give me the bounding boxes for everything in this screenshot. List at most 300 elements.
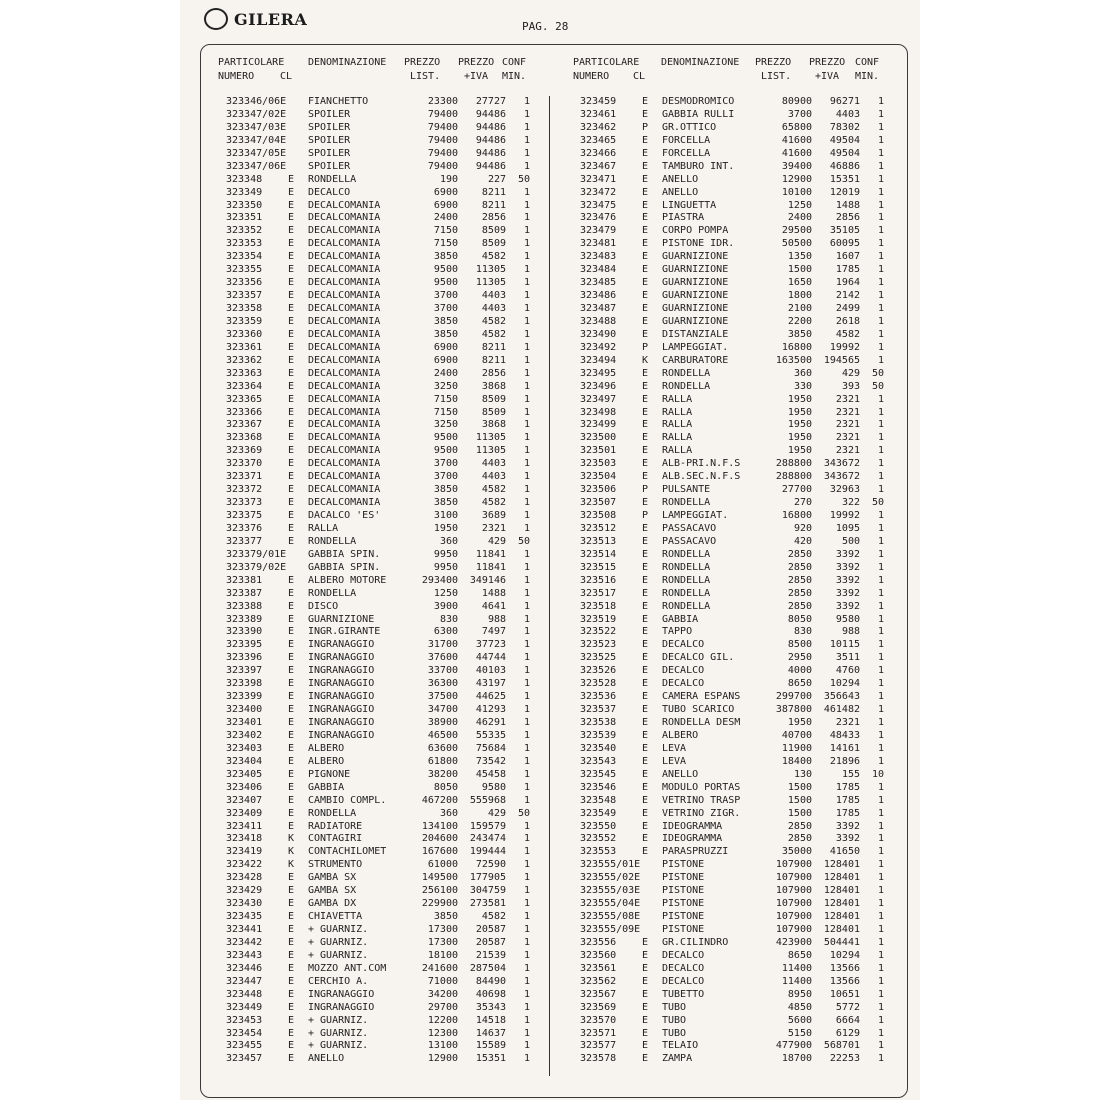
part-row (226, 212, 530, 225)
list-price: 36300 (427, 678, 458, 690)
list-price: 29500 (781, 225, 812, 237)
part-row (580, 458, 884, 471)
part-description: DECALCO (308, 186, 351, 198)
part-description: RADIATORE (308, 820, 363, 832)
price-with-vat: 11841 (475, 561, 506, 573)
part-number: 323552 (580, 833, 617, 845)
part-class: E (642, 794, 649, 806)
part-row (580, 885, 884, 898)
header-prezzo-list: PREZZO (755, 57, 792, 68)
part-class: E (288, 962, 295, 974)
part-number: 323501 (580, 445, 617, 457)
min-quantity: 1 (877, 432, 884, 444)
header-list: LIST. (761, 71, 792, 82)
price-with-vat: 14637 (475, 1027, 506, 1039)
part-description: SPOILER (308, 160, 351, 172)
part-number: 323361 (226, 341, 263, 353)
part-number: 323577 (580, 1040, 617, 1052)
list-price: 8050 (433, 781, 458, 793)
list-price: 37500 (427, 691, 458, 703)
list-price: 3700 (433, 458, 458, 470)
part-class: E (288, 717, 295, 728)
header-iva: +IVA (464, 71, 489, 82)
part-number: 323448 (226, 988, 263, 1000)
part-number: 323504 (580, 471, 617, 483)
min-quantity: 1 (523, 1027, 530, 1039)
part-number: 323495 (580, 367, 617, 379)
part-row (580, 846, 884, 859)
part-row (226, 614, 530, 627)
list-price: 40700 (781, 729, 812, 741)
list-price: 9950 (433, 548, 458, 560)
part-description: TAPPO (662, 626, 693, 638)
part-description: GUARNIZIONE (662, 303, 729, 314)
price-with-vat: 9580 (481, 781, 506, 793)
min-quantity: 1 (877, 678, 884, 690)
list-price: 3850 (433, 484, 458, 496)
part-description: DECALCOMANIA (308, 406, 381, 418)
list-price: 10100 (781, 186, 812, 198)
price-with-vat: 6664 (835, 1014, 860, 1026)
part-description: PISTONE (662, 911, 705, 923)
price-with-vat: 4403 (481, 303, 506, 314)
part-number: 323367 (226, 419, 263, 431)
part-class: E (288, 393, 295, 405)
part-number: 323472 (580, 186, 617, 198)
part-description: GUARNIZIONE (662, 251, 729, 263)
part-row (580, 833, 884, 846)
part-class: E (642, 290, 649, 302)
part-number: 323519 (580, 613, 617, 625)
part-row (226, 821, 530, 834)
min-quantity: 1 (523, 380, 530, 392)
list-price: 1250 (433, 587, 458, 599)
header-cl: CL (280, 71, 293, 82)
price-with-vat: 10294 (829, 678, 860, 690)
list-price: 35000 (781, 846, 812, 858)
min-quantity: 1 (523, 665, 530, 677)
part-description: DECALCOMANIA (308, 380, 381, 392)
right-parts-list (580, 96, 884, 1066)
part-number: 323471 (580, 173, 617, 185)
list-price: 3250 (433, 380, 458, 392)
list-price: 1350 (787, 251, 812, 263)
part-class: E (642, 704, 649, 716)
list-price: 107900 (775, 898, 812, 910)
part-row (226, 368, 530, 381)
part-number: 323571 (580, 1027, 617, 1039)
price-with-vat: 5772 (835, 1001, 860, 1013)
part-number: 323549 (580, 807, 617, 819)
part-description: DECALCOMANIA (308, 419, 381, 431)
price-with-vat: 8509 (481, 393, 506, 405)
part-row (580, 251, 884, 264)
part-row (226, 950, 530, 963)
part-class: E (288, 264, 295, 276)
part-class: E (642, 251, 649, 263)
part-row (226, 135, 530, 148)
price-with-vat: 55335 (475, 729, 506, 741)
price-with-vat: 11841 (475, 548, 506, 560)
min-quantity: 1 (523, 1014, 530, 1026)
part-row (226, 316, 530, 329)
min-quantity: 1 (877, 665, 884, 677)
part-row (226, 963, 530, 976)
list-price: 9500 (433, 432, 458, 444)
part-description: GUARNIZIONE (308, 613, 375, 625)
part-description: DECALCOMANIA (308, 432, 381, 444)
part-row (226, 471, 530, 484)
min-quantity: 1 (523, 445, 530, 457)
part-number: 323357 (226, 290, 263, 302)
part-description: LAMPEGGIAT. (662, 341, 729, 353)
list-price: 299700 (775, 691, 812, 703)
min-quantity: 1 (877, 1001, 884, 1013)
price-with-vat: 3689 (481, 510, 506, 521)
part-class: K (288, 859, 295, 871)
part-class: E (642, 199, 649, 211)
part-description: + GUARNIZ. (308, 1027, 369, 1039)
part-row (226, 1002, 530, 1015)
part-description: + GUARNIZ. (308, 1040, 369, 1052)
part-description: GAMBA SX (308, 872, 357, 884)
part-number: 323528 (580, 678, 617, 690)
part-row (580, 1040, 884, 1053)
min-quantity: 1 (523, 613, 530, 625)
min-quantity: 1 (877, 471, 884, 483)
part-row (226, 290, 530, 303)
list-price: 11400 (781, 975, 812, 987)
price-with-vat: 7497 (481, 626, 506, 638)
part-number: 323538 (580, 717, 617, 728)
part-description: VETRINO TRASP (662, 794, 741, 806)
part-row (580, 575, 884, 588)
list-price: 360 (439, 535, 458, 547)
min-quantity: 1 (523, 264, 530, 276)
part-number: 323358 (226, 303, 263, 314)
part-row (580, 238, 884, 251)
part-row (580, 704, 884, 717)
price-with-vat: 40698 (475, 988, 506, 1000)
price-with-vat: 94486 (475, 134, 506, 146)
part-row (226, 989, 530, 1002)
min-quantity: 1 (877, 160, 884, 172)
min-quantity: 1 (523, 768, 530, 780)
part-description: CARBURATORE (662, 354, 729, 366)
list-price: 16800 (781, 510, 812, 521)
part-row (580, 510, 884, 523)
list-price: 2850 (787, 833, 812, 845)
part-class: E (642, 846, 649, 858)
min-quantity: 10 (871, 768, 884, 780)
part-class: E (642, 522, 649, 534)
part-class: E (642, 96, 649, 107)
part-row (580, 717, 884, 730)
min-quantity: 1 (877, 898, 884, 910)
part-description: ANELLO (662, 186, 699, 198)
price-with-vat: 159579 (469, 820, 506, 832)
part-description: RALLA (662, 445, 693, 457)
header-denominazione: DENOMINAZIONE (308, 57, 387, 68)
part-row (580, 950, 884, 963)
part-class: E (642, 328, 649, 340)
part-row (226, 665, 530, 678)
part-class: E (642, 613, 649, 625)
price-with-vat: 45458 (475, 768, 506, 780)
list-price: 830 (793, 626, 812, 638)
part-class: E (288, 652, 295, 664)
part-description: PARASPRUZZI (662, 846, 729, 858)
price-with-vat: 1785 (835, 807, 860, 819)
list-price: 149500 (421, 872, 458, 884)
list-price: 1500 (787, 794, 812, 806)
part-row (226, 833, 530, 846)
part-row (226, 355, 530, 368)
header-numero: NUMERO (218, 71, 255, 82)
part-row (226, 432, 530, 445)
part-class: E (288, 936, 295, 948)
part-row (580, 626, 884, 639)
price-with-vat: 20587 (475, 924, 506, 935)
list-price: 9500 (433, 277, 458, 289)
part-number: 323347/04E (226, 134, 287, 146)
part-row (226, 251, 530, 264)
page-number: PAG. 28 (522, 20, 569, 33)
part-description: PISTONE IDR. (662, 238, 735, 250)
price-with-vat: 128401 (823, 911, 860, 923)
part-description: PISTONE (662, 859, 705, 871)
list-price: 1500 (787, 264, 812, 276)
price-with-vat: 461482 (823, 704, 860, 716)
part-row (580, 1053, 884, 1066)
part-row (226, 795, 530, 808)
part-description: DECALCOMANIA (308, 484, 381, 496)
price-with-vat: 4403 (481, 290, 506, 302)
price-with-vat: 429 (487, 807, 506, 819)
part-number: 323512 (580, 522, 617, 534)
part-number: 323395 (226, 639, 263, 651)
list-price: 2850 (787, 587, 812, 599)
header-min: MIN. (855, 71, 880, 82)
min-quantity: 50 (517, 807, 530, 819)
part-description: DECALCO (662, 962, 705, 974)
part-row (226, 885, 530, 898)
price-with-vat: 177905 (469, 872, 506, 884)
part-class: E (642, 212, 649, 224)
part-class: E (288, 911, 295, 923)
part-class: E (288, 704, 295, 716)
min-quantity: 1 (877, 911, 884, 923)
min-quantity: 1 (877, 290, 884, 302)
list-price: 9500 (433, 445, 458, 457)
part-class: E (642, 225, 649, 237)
price-with-vat: 4582 (481, 484, 506, 496)
part-description: DISTANZIALE (662, 328, 729, 340)
part-row (580, 937, 884, 950)
part-row (226, 691, 530, 704)
part-row (226, 756, 530, 769)
part-row (580, 1015, 884, 1028)
price-with-vat: 1607 (835, 251, 860, 263)
part-number: 323555/08E (580, 911, 641, 923)
list-price: 2850 (787, 574, 812, 586)
part-row (580, 911, 884, 924)
price-with-vat: 988 (487, 613, 506, 625)
part-description: RONDELLA (662, 367, 711, 379)
price-with-vat: 429 (487, 535, 506, 547)
min-quantity: 1 (877, 885, 884, 897)
part-row (226, 743, 530, 756)
part-class: E (288, 949, 295, 961)
part-number: 323390 (226, 626, 263, 638)
min-quantity: 1 (877, 574, 884, 586)
price-with-vat: 8211 (481, 341, 506, 353)
list-price: 2400 (787, 212, 812, 224)
part-row (580, 652, 884, 665)
part-number: 323398 (226, 678, 263, 690)
price-with-vat: 243474 (469, 833, 506, 845)
min-quantity: 1 (523, 315, 530, 327)
part-class: E (642, 1001, 649, 1013)
part-description: GUARNIZIONE (662, 277, 729, 289)
list-price: 387800 (775, 704, 812, 716)
part-number: 323515 (580, 561, 617, 573)
price-with-vat: 3392 (835, 833, 860, 845)
part-description: RONDELLA (308, 535, 357, 547)
list-price: 39400 (781, 160, 812, 172)
min-quantity: 1 (523, 160, 530, 172)
list-price: 2850 (787, 561, 812, 573)
part-description: DECALCO (662, 975, 705, 987)
part-row (580, 471, 884, 484)
min-quantity: 1 (523, 497, 530, 509)
part-number: 323494 (580, 354, 617, 366)
list-price: 27700 (781, 484, 812, 496)
part-description: RONDELLA DESM (662, 717, 741, 728)
part-class: E (288, 186, 295, 198)
part-description: CHIAVETTA (308, 911, 363, 923)
part-description: CAMBIO COMPL. (308, 794, 387, 806)
price-with-vat: 128401 (823, 885, 860, 897)
min-quantity: 1 (523, 742, 530, 754)
min-quantity: 1 (877, 704, 884, 716)
min-quantity: 1 (877, 277, 884, 289)
part-description: GAMBA DX (308, 898, 357, 910)
part-number: 323497 (580, 393, 617, 405)
price-with-vat: 84490 (475, 975, 506, 987)
min-quantity: 1 (877, 872, 884, 884)
part-description: DECALCOMANIA (308, 264, 381, 276)
part-description: TUBO SCARICO (662, 704, 735, 716)
part-row (226, 200, 530, 213)
min-quantity: 1 (523, 290, 530, 302)
part-description: FORCELLA (662, 134, 711, 146)
part-row (226, 859, 530, 872)
part-number: 323569 (580, 1001, 617, 1013)
part-number: 323407 (226, 794, 263, 806)
min-quantity: 1 (523, 691, 530, 703)
price-with-vat: 46291 (475, 717, 506, 728)
part-number: 323387 (226, 587, 263, 599)
min-quantity: 1 (523, 277, 530, 289)
list-price: 37600 (427, 652, 458, 664)
min-quantity: 1 (523, 225, 530, 237)
part-description: RONDELLA (662, 587, 711, 599)
part-number: 323446 (226, 962, 263, 974)
part-class: E (642, 975, 649, 987)
part-row (580, 368, 884, 381)
part-class: E (288, 367, 295, 379)
part-description: INGRANAGGIO (308, 639, 375, 651)
price-with-vat: 3392 (835, 574, 860, 586)
part-description: ANELLO (308, 1053, 345, 1065)
part-row (226, 148, 530, 161)
min-quantity: 1 (877, 691, 884, 703)
list-price: 4850 (787, 1001, 812, 1013)
part-description: IDEOGRAMMA (662, 833, 723, 845)
price-with-vat: 227 (487, 173, 506, 185)
part-row (226, 225, 530, 238)
part-class: E (642, 277, 649, 289)
part-class: E (288, 872, 295, 884)
min-quantity: 1 (877, 1027, 884, 1039)
part-class: E (642, 600, 649, 612)
part-row (226, 264, 530, 277)
price-with-vat: 343672 (823, 471, 860, 483)
part-number: 323363 (226, 367, 263, 379)
part-description: CERCHIO A. (308, 975, 369, 987)
price-with-vat: 8509 (481, 406, 506, 418)
list-price: 7150 (433, 393, 458, 405)
part-number: 323518 (580, 600, 617, 612)
part-number: 323522 (580, 626, 617, 638)
part-description: STRUMENTO (308, 859, 363, 871)
part-class: E (288, 510, 295, 521)
price-with-vat: 3392 (835, 587, 860, 599)
part-description: ALBERO MOTORE (308, 574, 387, 586)
part-description: DECALCOMANIA (308, 277, 381, 289)
part-description: TUBETTO (662, 988, 705, 1000)
part-number: 323411 (226, 820, 263, 832)
part-row (226, 846, 530, 859)
price-with-vat: 4582 (481, 315, 506, 327)
list-price: 3700 (433, 290, 458, 302)
min-quantity: 1 (523, 199, 530, 211)
part-class: E (288, 1040, 295, 1052)
min-quantity: 1 (523, 678, 530, 690)
price-with-vat: 94486 (475, 121, 506, 133)
part-row (226, 1015, 530, 1028)
list-price: 17300 (427, 936, 458, 948)
part-row (580, 614, 884, 627)
price-with-vat: 4582 (481, 251, 506, 263)
list-price: 31700 (427, 639, 458, 651)
part-number: 323499 (580, 419, 617, 431)
list-price: 6900 (433, 199, 458, 211)
price-with-vat: 4403 (481, 471, 506, 483)
list-price: 79400 (427, 108, 458, 120)
part-number: 323369 (226, 445, 263, 457)
part-number: 323381 (226, 574, 263, 586)
min-quantity: 1 (877, 587, 884, 599)
min-quantity: 1 (523, 303, 530, 314)
part-row (226, 174, 530, 187)
part-number: 323467 (580, 160, 617, 172)
part-number: 323402 (226, 729, 263, 741)
part-row (226, 717, 530, 730)
part-class: E (288, 885, 295, 897)
list-price: 3850 (787, 328, 812, 340)
